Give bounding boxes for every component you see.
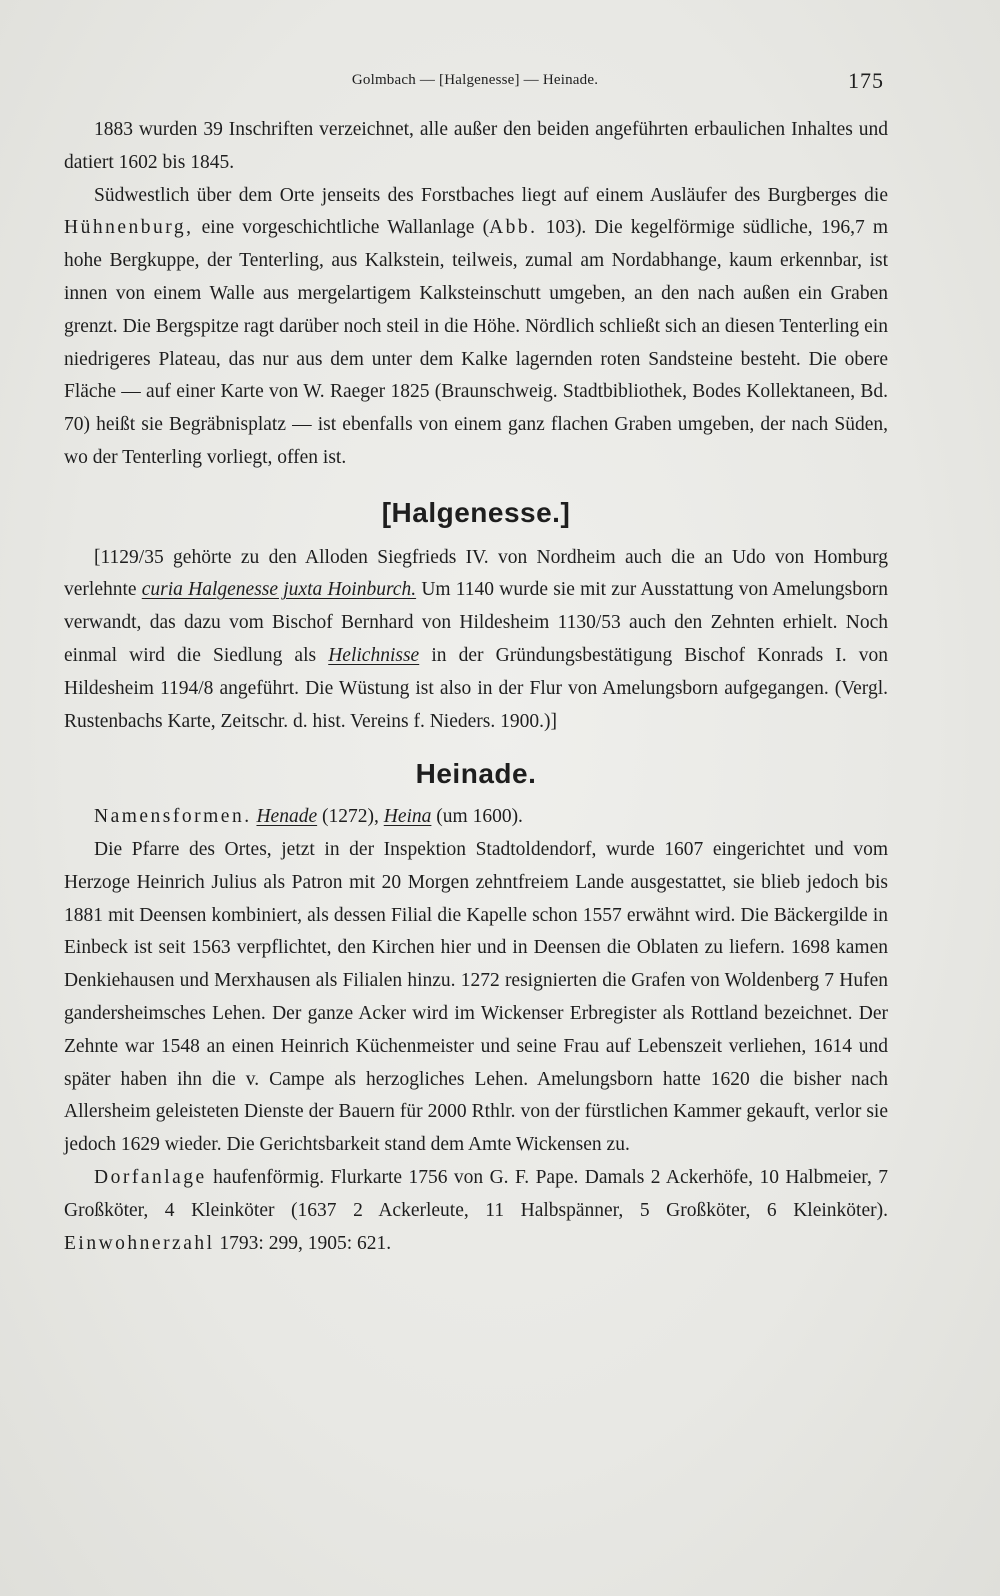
golmbach-paragraph-inscriptions: 1883 wurden 39 Inschriften verzeichnet, alle außer den beiden angeführten erbaulichen Inhaltes und datiert 1602 bis 1845. [64,119,888,173]
running-head [62,66,888,96]
halgenesse-latin-quote: curia Halgenesse juxta Hoinburch. [141,579,417,601]
section-heading-halgenesse: [Halgenesse.] [381,496,571,528]
body-text [64,114,888,1260]
section-heading-heinade: Heinade. [415,758,537,790]
halgenesse-text-start: [1129/35 gehörte zu den Alloden Siegfrieds IV. von Nordheim auch die an Udo von Homburg verlehnte [64,546,888,601]
huehnenburg-text-start: Südwestlich über dem Orte jenseits des Forstbaches liegt auf einem Ausläufer des Burgberges die [94,184,888,206]
dorfanlage-label: Dorfanlage [94,1166,207,1188]
name-form-henade-year: (1272), [322,806,379,828]
name-form-henade: Henade [256,806,318,828]
halgenesse-text-end: in der Gründungsbestätigung Bischof Konrads I. von Hildesheim 1194/8 angeführt. Die Wüstung ist also in der Flur von Amelungsborn aufgegangen. (Vergl. Rustenbachs Karte, Zeitschr. d. hist. Vereins f. Nieders. 1900.)] [64,644,889,732]
name-form-heina-year: (um 1600). [436,806,523,828]
einwohnerzahl-label: Einwohnerzahl [64,1232,215,1254]
golmbach-paragraph-huehnenburg [64,180,888,475]
name-form-heina: Heina [383,806,432,828]
running-title: Golmbach — [Halgenesse] — Heinade. [351,72,599,88]
einwohnerzahl-values: 1793: 299, 1905: 621. [219,1232,392,1254]
page-number: 175 [848,68,884,93]
namensformen-label: Namensformen. [94,806,252,828]
halgenesse-paragraph [64,542,888,739]
dorfanlage-text: haufenförmig. Flurkarte 1756 von G. F. Pape. Damals 2 Ackerhöfe, 10 Halbmeier, 7 Großköter, 4 Kleinköter (1637 2 Ackerleute, 11 Halbspänner, 5 Großköter, 6 Kleinköter). [64,1166,888,1221]
halgenesse-text-mid: Um 1140 wurde sie mit zur Ausstattung von Amelungsborn verwandt, das dazu vom Bischof Bernhard von Hildesheim 1130/53 auch den Zehnten erhielt. Noch einmal wird die Siedlung als [64,579,888,666]
figure-reference-label: Abb. [489,217,538,239]
heinade-pfarre-paragraph: Die Pfarre des Ortes, jetzt in der Inspektion Stadtoldendorf, wurde 1607 eingerichtet und vom Herzoge Heinrich Julius als Patron mit 20 Morgen zehntfreiem Lande ausgestattet, sie blieb jedoch bis 1881 mit Deensen kombiniert, als dessen Filial die Kapelle schon 1557 erwähnt wird. Die Bäckergilde in Einbeck ist seit 1563 verpflichtet, den Kirchen hier und in Deensen die Oblaten zu liefern. 1698 kamen Denkiehausen und Merxhausen als Filialen hinzu. 1272 resignierten die Grafen von Woldenberg 7 Hufen gandersheimsches Lehen. Der ganze Acker wird im Wickenser Erbregister als Rottland bezeichnet. Der Zehnte war 1548 an einen Heinrich Küchenmeister und seine Frau auf Lebenszeit verliehen, 1614 und später haben ihn die v. Campe als herzogliches Lehen. Amelungsborn hatte 1620 die bisher nach Allersheim geleisteten Dienste der Bauern für 2000 Rthlr. von der fürstlichen Kammer gekauft, verlor sie jedoch 1629 wieder. Die Gerichtsbarkeit stand dem Amte Wickensen zu. [64,838,888,1156]
heinade-namensformen-paragraph [64,801,888,834]
huehnenburg-text-mid: eine vorgeschichtliche Wallanlage ( [201,217,490,239]
huehnenburg-name: Hühnenburg, [64,217,194,239]
heinade-dorfanlage-paragraph [64,1162,888,1260]
helichnisse-name: Helichnisse [328,644,420,666]
huehnenburg-text-end: 103). Die kegelförmige südliche, 196,7 m hohe Bergkuppe, der Tenterling, aus Kalkstein, teilweis, zumal am Nordabhange, kaum erkennbar, ist innen von einem Walle aus mergelartigem Kalksteinschutt umgeben, an den nach außen ein Graben grenzt. Die Bergspitze ragt darüber noch steil in die Höhe. Nördlich schließt sich an diesen Tenterling ein niedrigeres Plateau, das nur aus dem unter dem Kalke lagernden roten Sandsteine besteht. Die obere Fläche — auf einer Karte von W. Raeger 1825 (Braunschweig. Stadtbibliothek, Bodes Kollektaneen, Bd. 70) heißt sie Begräbnisplatz — ist ebenfalls von einem ganz flachen Graben umgeben, der nach Süden, wo der Tenterling vorliegt, offen ist. [64,217,888,468]
